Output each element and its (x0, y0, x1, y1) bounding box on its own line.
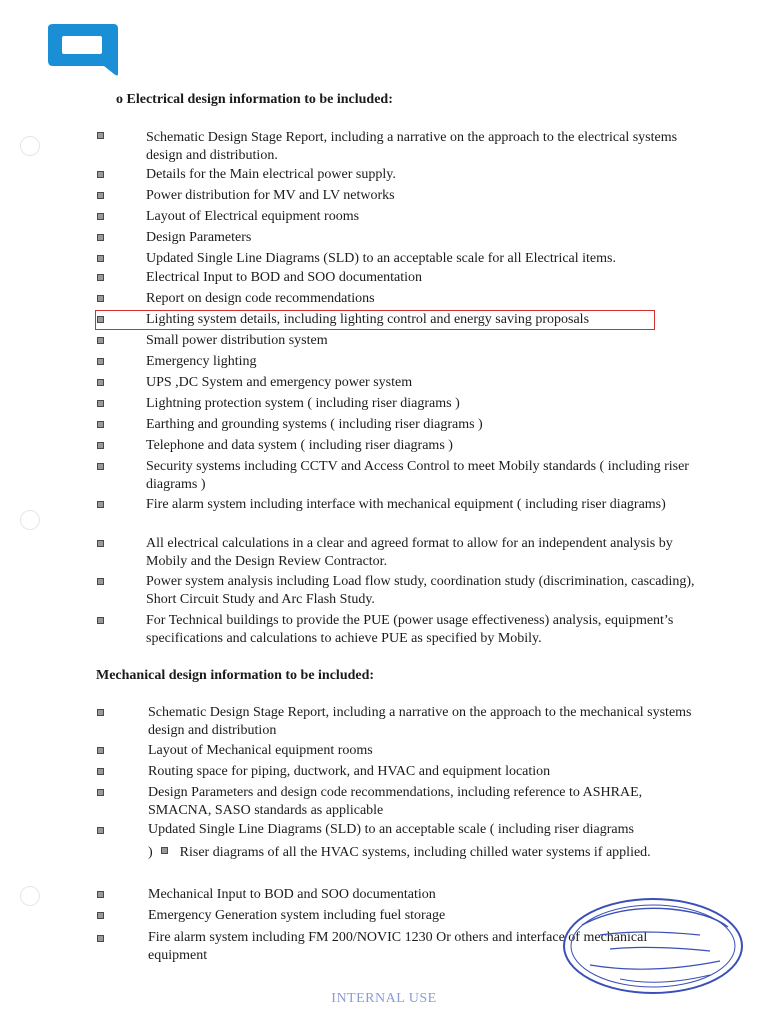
bullet-icon (97, 789, 104, 796)
list-item: Layout of Mechanical equipment rooms (148, 743, 373, 758)
bullet-icon (97, 213, 104, 220)
bullet-icon (97, 337, 104, 344)
punch-hole-mark (20, 510, 40, 530)
bullet-icon (97, 768, 104, 775)
mechanical-section-heading: Mechanical design information to be included: (96, 668, 375, 683)
bullet-icon (97, 316, 104, 323)
bullet-icon (97, 358, 104, 365)
list-item: Fire alarm system including interface with mechanical equipment ( including riser diagrams) (146, 497, 666, 512)
sub-list-item (148, 842, 708, 864)
bullet-icon (97, 171, 104, 178)
punch-hole-mark (20, 886, 40, 906)
sub-item-text: Riser diagrams of all the HVAC systems, including chilled water systems if applied. (179, 845, 651, 860)
list-item: Layout of Electrical equipment rooms (146, 209, 360, 224)
bullet-icon (97, 540, 104, 547)
list-item: Earthing and grounding systems ( including riser diagrams ) (146, 417, 483, 432)
bullet-icon (97, 379, 104, 386)
list-item: Mechanical Input to BOD and SOO documentation (148, 887, 436, 902)
list-item: Design Parameters (146, 230, 252, 245)
bullet-icon (97, 274, 104, 281)
electrical-section-heading: o Electrical design information to be included: (116, 92, 393, 107)
sub-item-prefix: ) (148, 845, 153, 860)
bullet-icon (97, 709, 104, 716)
list-item: Schematic Design Stage Report, including a narrative on the approach to the electrical systems design and distribution. (146, 130, 678, 163)
list-item: Updated Single Line Diagrams (SLD) to an acceptable scale for all Electrical items. (146, 251, 616, 266)
list-item: Report on design code recommendations (146, 291, 375, 306)
list-item: Design Parameters and design code recommendations, including reference to ASHRAE, SMACNA, SASO standards as applicable (148, 785, 643, 818)
list-item: Details for the Main electrical power supply. (146, 167, 396, 182)
bullet-icon (97, 463, 104, 470)
bullet-icon (97, 501, 104, 508)
list-item: Small power distribution system (146, 333, 328, 348)
bullet-icon (97, 578, 104, 585)
list-item: Emergency Generation system including fuel storage (148, 908, 446, 923)
bullet-icon (97, 912, 104, 919)
bullet-icon (97, 255, 104, 262)
bullet-icon (97, 442, 104, 449)
bullet-icon (97, 935, 104, 942)
bullet-icon (97, 421, 104, 428)
bullet-icon (97, 891, 104, 898)
list-item-highlighted: Lighting system details, including lighting control and energy saving proposals (146, 312, 590, 327)
mobily-logo (44, 22, 120, 78)
list-item: Lightning protection system ( including riser diagrams ) (146, 396, 460, 411)
bullet-icon (97, 400, 104, 407)
company-stamp (560, 895, 746, 997)
bullet-icon (97, 617, 104, 624)
list-item: For Technical buildings to provide the PUE (power usage effectiveness) analysis, equipment’s specifications and calculations to achieve PUE as specified by Mobily. (146, 613, 674, 646)
list-item: Power system analysis including Load flow study, coordination study (discrimination, cascading), Short Circuit Study and Arc Flash Study. (146, 574, 695, 607)
list-item: Emergency lighting (146, 354, 257, 369)
list-item: All electrical calculations in a clear and agreed format to allow for an independent analysis by Mobily and the Design Review Contractor. (146, 536, 673, 569)
punch-hole-mark (20, 136, 40, 156)
internal-use-footer: INTERNAL USE (331, 991, 437, 1006)
bullet-icon (97, 132, 104, 139)
bullet-icon (97, 747, 104, 754)
list-item: Schematic Design Stage Report, including a narrative on the approach to the mechanical systems design and distribution (148, 705, 692, 738)
list-item: Updated Single Line Diagrams (SLD) to an acceptable scale ( including riser diagrams (148, 822, 634, 837)
list-item: Fire alarm system including FM 200/NOVIC 1230 Or others and interface of mechanical equipment (148, 930, 648, 963)
list-item: UPS ,DC System and emergency power system (146, 375, 413, 390)
list-item: Power distribution for MV and LV networks (146, 188, 395, 203)
bullet-icon (97, 234, 104, 241)
list-item: Routing space for piping, ductwork, and HVAC and equipment location (148, 764, 551, 779)
bullet-icon (97, 295, 104, 302)
bullet-icon (97, 827, 104, 834)
bullet-icon (97, 192, 104, 199)
list-item: Telephone and data system ( including riser diagrams ) (146, 438, 453, 453)
list-item: Security systems including CCTV and Access Control to meet Mobily standards ( including riser diagrams ) (146, 459, 689, 492)
list-item: Electrical Input to BOD and SOO documentation (146, 270, 423, 285)
bullet-icon (161, 847, 168, 854)
